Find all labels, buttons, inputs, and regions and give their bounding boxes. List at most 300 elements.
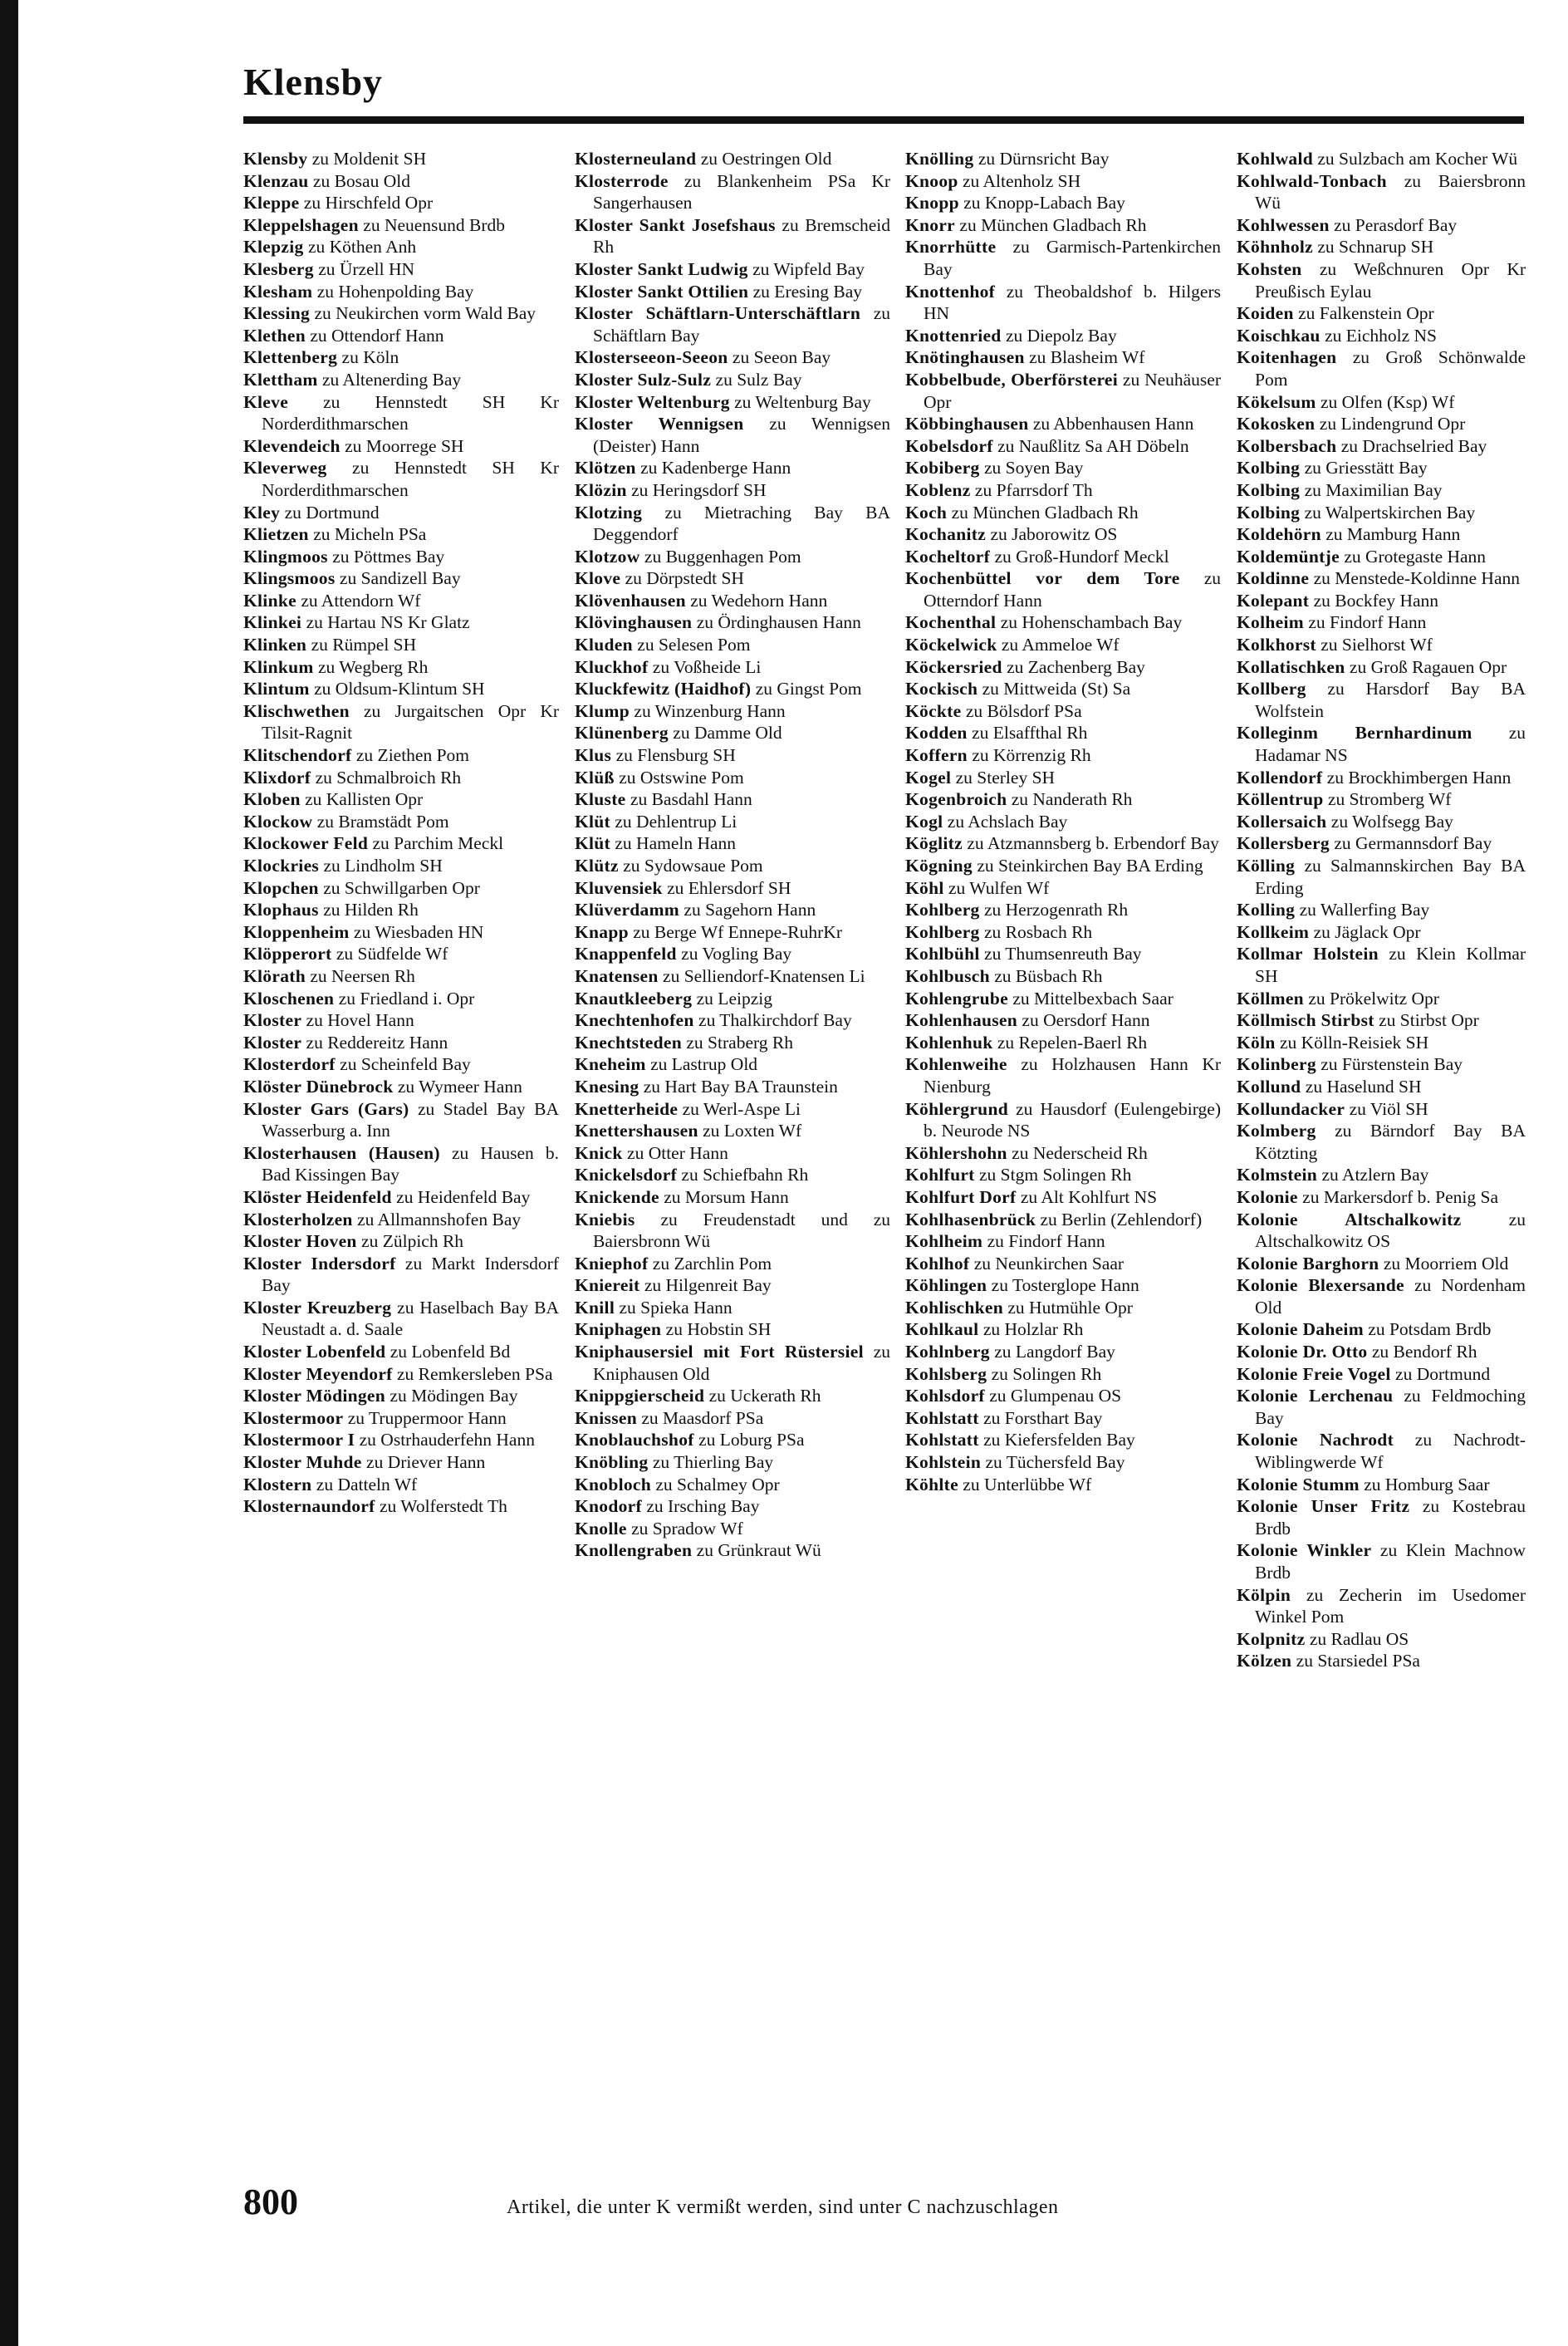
entry-reference: zu Stromberg Wf [1327, 789, 1452, 810]
entry-reference: zu Sagehorn Hann [684, 900, 816, 920]
gazetteer-entry [575, 1253, 890, 1275]
entry-place-name: Klünenberg [575, 723, 669, 744]
gazetteer-entry [905, 1407, 1221, 1430]
entry-reference: zu Walpertskirchen Bay [1304, 502, 1476, 523]
gazetteer-entry [243, 899, 559, 921]
gazetteer-entry [1237, 988, 1526, 1010]
gazetteer-entry [243, 502, 559, 524]
entry-reference: zu Berge Wf Ennepe-RuhrKr [633, 921, 842, 942]
gazetteer-entry [905, 1429, 1221, 1451]
gazetteer-entry [905, 943, 1221, 965]
gazetteer-entry [575, 1164, 890, 1186]
entry-place-name: Klinkum [243, 656, 314, 677]
gazetteer-entry [905, 1053, 1221, 1097]
entry-reference: zu Oldsum-Klintum SH [314, 679, 485, 699]
entry-reference: zu Kallisten Opr [305, 789, 424, 810]
entry-place-name: Klöpperort [243, 944, 332, 964]
gazetteer-entry [1237, 1164, 1526, 1186]
gazetteer-entry [575, 722, 890, 744]
entry-reference: zu Herzogenrath Rh [983, 900, 1129, 920]
entry-reference: zu Dortmund [1395, 1363, 1491, 1384]
page-number: 800 [243, 2182, 298, 2222]
gazetteer-entry [575, 502, 890, 546]
gazetteer-entry [243, 943, 559, 965]
entry-place-name: Kohlbühl [905, 944, 980, 964]
entry-reference: zu Wallerfing Bay [1299, 900, 1430, 920]
entry-place-name: Kollersberg [1237, 833, 1330, 854]
entry-reference: zu Werl-Aspe Li [682, 1098, 801, 1119]
entry-reference: zu Irsching Bay [646, 1496, 760, 1517]
entry-reference: zu Kniphausen Old [593, 1342, 891, 1384]
gazetteer-entry [243, 700, 559, 744]
gazetteer-entry [243, 634, 559, 656]
entry-place-name: Kolpnitz [1237, 1628, 1306, 1649]
gazetteer-entry [575, 214, 890, 258]
entry-place-name: Klove [575, 568, 621, 589]
entry-place-name: Kluckfewitz (Haidhof) [575, 679, 752, 699]
entry-place-name: Klietzen [243, 524, 309, 545]
entry-reference: zu Hartau NS Kr Glatz [306, 612, 470, 633]
entry-reference: zu Starsiedel PSa [1296, 1651, 1420, 1671]
entry-place-name: Knippgierscheid [575, 1386, 705, 1406]
entry-place-name: Kohlenhuk [905, 1032, 993, 1053]
entry-place-name: Kohlwald [1237, 149, 1314, 169]
gazetteer-entry [905, 457, 1221, 479]
entry-place-name: Kley [243, 502, 281, 523]
entry-reference: zu Basdahl Hann [630, 789, 752, 810]
gazetteer-entry [575, 1495, 890, 1518]
entry-reference: zu Theobaldshof b. Hilgers HN [924, 281, 1222, 324]
entry-place-name: Kolonie Daheim [1237, 1319, 1364, 1340]
gazetteer-entry [1237, 170, 1526, 214]
entry-place-name: Knolle [575, 1518, 627, 1539]
gazetteer-entry [243, 192, 559, 214]
entry-place-name: Kolmstein [1237, 1165, 1318, 1185]
entry-place-name: Kolmberg [1237, 1121, 1316, 1141]
gazetteer-entry [1237, 1474, 1526, 1496]
entry-reference: zu Ottendorf Hann [310, 325, 444, 346]
entry-reference: zu Hadamar NS [1255, 723, 1526, 766]
entry-reference: zu Spradow Wf [631, 1518, 743, 1539]
gazetteer-entry [575, 611, 890, 634]
gazetteer-entry [243, 1429, 559, 1451]
entry-place-name: Klüt [575, 811, 611, 832]
gazetteer-entry [905, 502, 1221, 524]
entry-place-name: Klevendeich [243, 435, 341, 456]
gazetteer-entry [575, 457, 890, 479]
entry-place-name: Koldemüntje [1237, 546, 1340, 567]
gazetteer-entry [575, 546, 890, 568]
entry-place-name: Kohlfurt Dorf [905, 1186, 1017, 1207]
entry-place-name: Kloster Sulz-Sulz [575, 369, 712, 390]
entry-place-name: Kohlstatt [905, 1430, 979, 1450]
gazetteer-entry [905, 1253, 1221, 1275]
entry-reference: zu Altenerding Bay [321, 369, 462, 390]
entry-reference: zu Oestringen Old [700, 149, 832, 169]
entry-reference: zu Büsbach Rh [994, 965, 1103, 986]
scan-edge [0, 0, 18, 2346]
entry-place-name: Kökelsum [1237, 391, 1316, 412]
gazetteer-entry [1237, 832, 1526, 855]
gazetteer-entry [1237, 943, 1526, 987]
entry-reference: zu Hutmühle Opr [1007, 1297, 1133, 1318]
entry-place-name: Kolbing [1237, 479, 1301, 500]
entry-reference: zu Drachselried Bay [1340, 435, 1487, 456]
entry-reference: zu Bosau Old [312, 170, 410, 191]
entry-place-name: Klinkei [243, 612, 302, 633]
entry-place-name: Kogl [905, 811, 943, 832]
gazetteer-entry [905, 877, 1221, 900]
gazetteer-entry [575, 943, 890, 965]
entry-place-name: Knechtsteden [575, 1032, 683, 1053]
gazetteer-entry [905, 1009, 1221, 1032]
entry-place-name: Kolbing [1237, 458, 1301, 479]
entry-place-name: Knettershausen [575, 1121, 698, 1141]
entry-reference: zu Dörpstedt SH [625, 568, 744, 589]
entry-reference: zu Altschalkowitz OS [1255, 1209, 1526, 1252]
entry-reference: zu Grünkraut Wü [696, 1540, 821, 1561]
entry-place-name: Klensby [243, 149, 308, 169]
entry-reference: zu Abbenhausen Hann [1032, 414, 1194, 434]
entry-place-name: Kluvensiek [575, 877, 663, 898]
gazetteer-entry [905, 1474, 1221, 1496]
gazetteer-entry [905, 1142, 1221, 1165]
entry-place-name: Kohlkaul [905, 1319, 979, 1340]
entry-reference: zu Wolferstedt Th [379, 1496, 507, 1517]
gazetteer-entry [243, 855, 559, 877]
entry-reference: zu Schiefbahn Rh [681, 1165, 809, 1185]
entry-reference: zu Diepolz Bay [1005, 325, 1117, 346]
entry-place-name: Klözin [575, 479, 627, 500]
gazetteer-entry [243, 236, 559, 258]
entry-place-name: Klosterhausen (Hausen) [243, 1142, 440, 1163]
gazetteer-entry [1237, 214, 1526, 237]
gazetteer-entry [905, 1230, 1221, 1253]
entry-place-name: Koitenhagen [1237, 347, 1337, 368]
entry-place-name: Klüt [575, 833, 611, 854]
entry-place-name: Kloster Mödingen [243, 1386, 386, 1406]
entry-place-name: Kollundacker [1237, 1098, 1345, 1119]
entry-place-name: Klütz [575, 856, 619, 876]
entry-place-name: Kolonie Barghorn [1237, 1253, 1379, 1274]
entry-place-name: Knobloch [575, 1474, 652, 1494]
entry-place-name: Kloster Gars (Gars) [243, 1098, 409, 1119]
entry-place-name: Kolheim [1237, 612, 1304, 633]
entry-place-name: Kolbersbach [1237, 435, 1337, 456]
entry-place-name: Kneheim [575, 1054, 646, 1075]
entry-reference: zu Garmisch-Partenkirchen Bay [924, 237, 1222, 279]
entry-reference: zu Kölln-Reisiek SH [1279, 1032, 1429, 1053]
entry-place-name: Koischkau [1237, 325, 1321, 346]
entry-place-name: Kolonie Blexersande [1237, 1275, 1404, 1296]
column-2 [575, 148, 890, 1562]
entry-place-name: Köhlershohn [905, 1142, 1007, 1163]
entry-place-name: Köllmen [1237, 988, 1304, 1009]
entry-reference: zu Oersdorf Hann [1022, 1010, 1150, 1031]
gazetteer-entry [243, 1451, 559, 1474]
entry-reference: zu Ördinghausen Hann [696, 612, 861, 633]
entry-place-name: Köhl [905, 877, 944, 898]
gazetteer-entry [1237, 435, 1526, 458]
entry-reference: zu Otter Hann [627, 1142, 728, 1163]
entry-place-name: Kloster Sankt Josefshaus [575, 214, 776, 235]
entry-reference: zu Brockhimbergen Hann [1326, 767, 1512, 788]
entry-reference: zu Hennstedt SH Kr Norderdithmarschen [262, 458, 559, 500]
entry-reference: zu Falkenstein Opr [1298, 303, 1434, 324]
gazetteer-entry [575, 1009, 890, 1032]
entry-place-name: Kollberg [1237, 679, 1306, 699]
gazetteer-entry [575, 1318, 890, 1341]
entry-reference: zu Moorrege SH [345, 435, 464, 456]
entry-reference: zu Kadenberge Hann [640, 458, 791, 479]
gazetteer-entry [1237, 258, 1526, 302]
entry-reference: zu Homburg Saar [1364, 1474, 1490, 1494]
entry-reference: zu Maximilian Bay [1304, 479, 1443, 500]
entry-reference: zu Schwillgarben Opr [323, 877, 480, 898]
gazetteer-entry [905, 700, 1221, 723]
entry-place-name: Klus [575, 745, 612, 766]
entry-reference: zu Stirbst Opr [1379, 1010, 1479, 1031]
entry-place-name: Kölling [1237, 856, 1296, 876]
entry-reference: zu Baiersbronn Wü [1255, 170, 1526, 213]
gazetteer-entry [243, 921, 559, 944]
entry-reference: zu Stadel Bay BA Wasserburg a. Inn [262, 1098, 559, 1141]
gazetteer-entry [905, 722, 1221, 744]
entry-reference: zu Holzhausen Hann Kr Nienburg [924, 1054, 1222, 1097]
entry-place-name: Köllentrup [1237, 789, 1324, 810]
gazetteer-entry [243, 1186, 559, 1209]
entry-place-name: Kobelsdorf [905, 435, 993, 456]
entry-reference: zu Selliendorf-Knatensen Li [663, 965, 865, 986]
entry-place-name: Kleve [243, 391, 289, 412]
entry-reference: zu Pfarrsdorf Th [974, 479, 1093, 500]
entry-place-name: Kloster Sankt Ottilien [575, 281, 749, 302]
entry-place-name: Kollkeim [1237, 921, 1310, 942]
gazetteer-entry [1237, 1098, 1526, 1121]
gazetteer-entry [575, 1297, 890, 1319]
gazetteer-entry [905, 899, 1221, 921]
gazetteer-entry [575, 988, 890, 1010]
entry-reference: zu Wulfen Wf [948, 877, 1050, 898]
gazetteer-entry [905, 546, 1221, 568]
entry-reference: zu Dehlentrup Li [615, 811, 737, 832]
gazetteer-entry [905, 1318, 1221, 1341]
entry-place-name: Kochenthal [905, 612, 997, 633]
entry-place-name: Kloschenen [243, 988, 335, 1009]
gazetteer-entry [1237, 1120, 1526, 1164]
entry-place-name: Klintum [243, 679, 310, 699]
entry-reference: zu Atzlern Bay [1321, 1165, 1429, 1185]
gazetteer-entry [575, 899, 890, 921]
entry-place-name: Klockower Feld [243, 833, 369, 854]
gazetteer-entry [575, 413, 890, 457]
entry-place-name: Kloster Kreuzberg [243, 1297, 392, 1318]
gazetteer-entry [575, 1186, 890, 1209]
gazetteer-entry [243, 346, 559, 369]
entry-reference: zu Weßchnuren Opr Kr Preußisch Eylau [1255, 258, 1526, 302]
entry-reference: zu Attendorn Wf [301, 590, 421, 611]
entry-reference: zu Ziethen Pom [355, 745, 470, 766]
entry-reference: zu Mödingen Bay [390, 1386, 518, 1406]
entry-place-name: Knorr [905, 214, 956, 235]
entry-place-name: Kohlstein [905, 1452, 982, 1473]
header-rule [243, 116, 1524, 124]
gazetteer-entry [1237, 1495, 1526, 1539]
entry-reference: zu Winzenburg Hann [634, 700, 786, 721]
gazetteer-entry [575, 590, 890, 612]
gazetteer-entry [1237, 1209, 1526, 1253]
entry-place-name: Knölling [905, 149, 974, 169]
gazetteer-entry [905, 788, 1221, 811]
entry-place-name: Knatensen [575, 965, 659, 986]
entry-place-name: Kniebis [575, 1209, 635, 1229]
entry-place-name: Klettenberg [243, 347, 338, 368]
gazetteer-entry [905, 192, 1221, 214]
entry-reference: zu Damme Old [673, 723, 782, 744]
gazetteer-entry [1237, 722, 1526, 766]
entry-reference: zu Viöl SH [1349, 1098, 1428, 1119]
entry-reference: zu Zachenberg Bay [1007, 656, 1145, 677]
gazetteer-entry [575, 1274, 890, 1297]
gazetteer-entry [1237, 325, 1526, 347]
gazetteer-entry [1237, 391, 1526, 414]
gazetteer-entry [1237, 678, 1526, 722]
gazetteer-entry [1237, 767, 1526, 789]
entry-place-name: Klosternaundorf [243, 1496, 375, 1517]
gazetteer-entry [243, 214, 559, 237]
gazetteer-entry [243, 988, 559, 1010]
entry-place-name: Knapp [575, 921, 629, 942]
entry-place-name: Koldehörn [1237, 524, 1321, 545]
gazetteer-entry [575, 744, 890, 767]
gazetteer-entry [575, 1407, 890, 1430]
gazetteer-entry [575, 656, 890, 679]
entry-reference: zu Moorriem Old [1383, 1253, 1509, 1274]
gazetteer-entry [243, 1142, 559, 1186]
entry-reference: zu Driever Hann [366, 1452, 486, 1473]
entry-reference: zu Zülpich Rh [361, 1231, 464, 1252]
entry-place-name: Kogenbroich [905, 789, 1007, 810]
gazetteer-entry [905, 281, 1221, 325]
gazetteer-entry [243, 435, 559, 458]
gazetteer-entry [905, 1274, 1221, 1297]
entry-reference: zu Eresing Bay [752, 281, 862, 302]
gazetteer-entry [905, 611, 1221, 634]
entry-reference: zu Hausdorf (Eulengebirge) b. Neurode NS [924, 1098, 1221, 1141]
entry-reference: zu Uckerath Rh [708, 1386, 821, 1406]
entry-reference: zu Selesen Pom [637, 635, 751, 655]
entry-reference: zu Holzlar Rh [982, 1319, 1084, 1340]
entry-reference: zu Findorf Hann [1308, 612, 1427, 633]
entry-reference: zu Wipfeld Bay [752, 258, 865, 279]
entry-place-name: Klosterrode [575, 170, 669, 191]
entry-reference: zu München Gladbach Rh [959, 214, 1147, 235]
entry-reference: zu Markt Indersdorf Bay [262, 1253, 560, 1296]
entry-reference: zu Neuensund Brdb [363, 214, 506, 235]
gazetteer-entry [905, 1341, 1221, 1363]
entry-place-name: Kloster Schäftlarn-Unterschäftlarn [575, 303, 861, 324]
gazetteer-entry [575, 700, 890, 723]
entry-reference: zu Stgm Solingen Rh [979, 1165, 1132, 1185]
gazetteer-entry [1237, 1076, 1526, 1098]
gazetteer-entry [905, 325, 1221, 347]
entry-reference: zu Sulz Bay [715, 369, 802, 390]
gazetteer-entry [575, 281, 890, 303]
gazetteer-entry [1237, 236, 1526, 258]
entry-reference: zu Wymeer Hann [397, 1076, 522, 1097]
gazetteer-entry [243, 281, 559, 303]
gazetteer-entry [1237, 479, 1526, 502]
entry-place-name: Kohlwald-Tonbach [1237, 170, 1387, 191]
entry-place-name: Knorrhütte [905, 237, 997, 258]
entry-reference: zu Altenholz SH [963, 170, 1081, 191]
entry-reference: zu Olfen (Ksp) Wf [1320, 391, 1455, 412]
gazetteer-entry [243, 1076, 559, 1098]
entry-reference: zu Schmalbroich Rh [315, 767, 462, 788]
entry-place-name: Knechtenhofen [575, 1010, 694, 1031]
entry-place-name: Klosterneuland [575, 149, 697, 169]
entry-reference: zu Potsdam Brdb [1368, 1319, 1492, 1340]
entry-place-name: Kohlhasenbrück [905, 1209, 1036, 1229]
entry-reference: zu Morsum Hann [664, 1186, 789, 1207]
entry-reference: zu Groß Ragauen Opr [1349, 656, 1507, 677]
gazetteer-entry [905, 346, 1221, 369]
entry-place-name: Kögning [905, 856, 973, 876]
entry-place-name: Klöster Dünebrock [243, 1076, 394, 1097]
column-1 [243, 148, 559, 1518]
gazetteer-entry [243, 744, 559, 767]
entry-reference: zu Datteln Wf [316, 1474, 418, 1494]
entry-place-name: Klump [575, 700, 630, 721]
gazetteer-entry [905, 1098, 1221, 1142]
entry-reference: zu Hohenschambach Bay [1000, 612, 1183, 633]
entry-place-name: Kobiberg [905, 458, 980, 479]
entry-reference: zu Nordenham Old [1255, 1275, 1526, 1318]
gazetteer-entry [575, 1098, 890, 1121]
gazetteer-entry [575, 1341, 890, 1385]
entry-reference: zu Allmannshofen Bay [357, 1209, 522, 1229]
entry-place-name: Köhlingen [905, 1275, 987, 1296]
gazetteer-entry [243, 325, 559, 347]
gazetteer-entry [243, 1209, 559, 1231]
entry-place-name: Kolepant [1237, 590, 1310, 611]
entry-reference: zu Lobenfeld Bd [390, 1342, 511, 1362]
gazetteer-entry [905, 369, 1221, 413]
entry-place-name: Kochenbüttel vor dem Tore [905, 568, 1180, 589]
entry-reference: zu Seeon Bay [732, 347, 831, 368]
gazetteer-entry [905, 634, 1221, 656]
entry-reference: zu Truppermoor Hann [347, 1407, 507, 1428]
gazetteer-entry [243, 1253, 559, 1297]
gazetteer-entry [243, 832, 559, 855]
gazetteer-entry [243, 1385, 559, 1407]
entry-reference: zu Wolfsegg Bay [1330, 811, 1453, 832]
entry-reference: zu Freudenstadt und zu Baiersbronn Wü [593, 1209, 890, 1252]
gazetteer-entry [1237, 1009, 1526, 1032]
entry-place-name: Klosterseeon-Seeon [575, 347, 728, 368]
entry-place-name: Kocheltorf [905, 546, 991, 567]
gazetteer-entry [575, 811, 890, 833]
entry-place-name: Klepzig [243, 237, 304, 258]
entry-reference: zu Groß-Hundorf Meckl [994, 546, 1169, 567]
entry-place-name: Kohlnberg [905, 1342, 990, 1362]
entry-place-name: Knodorf [575, 1496, 642, 1517]
gazetteer-entry [243, 567, 559, 590]
gazetteer-entry [575, 1053, 890, 1076]
column-3 [905, 148, 1221, 1495]
gazetteer-entry [1237, 1274, 1526, 1318]
entry-place-name: Kohlfurt [905, 1165, 975, 1185]
